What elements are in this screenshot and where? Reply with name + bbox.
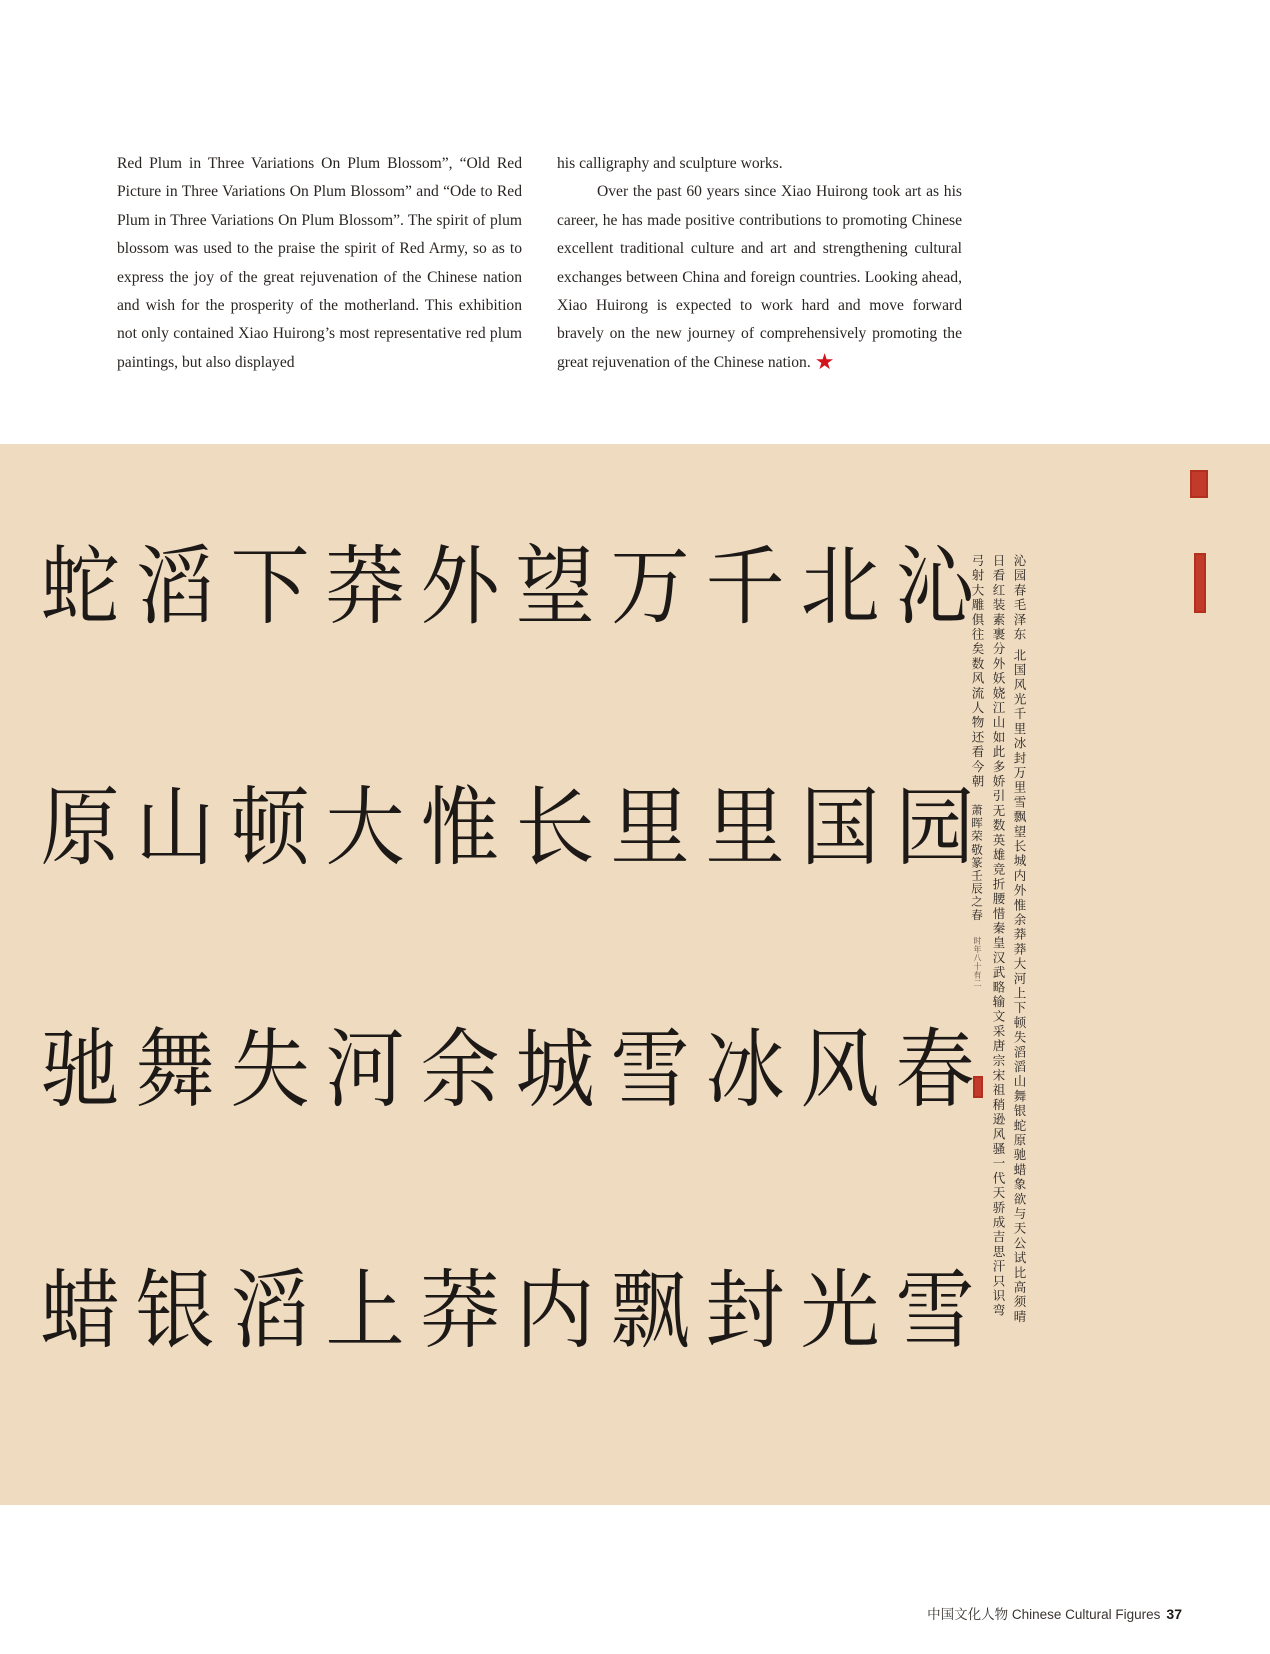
end-star-icon: ★ <box>814 348 835 374</box>
calligraphy-character: 雪 <box>610 1019 690 1120</box>
calligraphy-character: 失 <box>230 1019 310 1120</box>
inscription-line: 日看红装素裹分外妖娆江山如此多娇引无数英雄竞折腰惜秦皇汉武略输文采唐宗宋祖稍逊风骚一代天骄成吉思汗只识弯 <box>991 554 1006 1319</box>
artist-signature: 萧晖荣敬篆壬辰之春 <box>970 803 984 922</box>
calligraphy-character: 顿 <box>230 778 310 879</box>
article-paragraph: his calligraphy and sculpture works. <box>557 155 783 172</box>
publication-name-cn: 中国文化人物 <box>927 1607 1009 1622</box>
calligraphy-character: 春 <box>895 1019 975 1120</box>
calligraphy-column <box>320 537 410 1361</box>
calligraphy-character: 莽 <box>420 1260 500 1361</box>
calligraphy-character: 蜡 <box>40 1260 120 1361</box>
calligraphy-character: 银 <box>135 1260 215 1361</box>
calligraphy-character: 上 <box>325 1260 405 1361</box>
article-paragraph: Red Plum in Three Variations On Plum Blossom”, “Old Red Picture in Three Variations On Plum Blossom” and “Ode to Red Plum in Three Variations On Plum Blossom”. The spirit of plum blossom was used to the praise the spirit of Red Army, so as to express the joy of the great rejuvenation of the Chinese nation and wish for the prosperity of the motherland. This exhibition not only contained Xiao Huirong’s most representative red plum paintings, but also displayed <box>117 155 522 371</box>
calligraphy-character: 原 <box>40 778 120 879</box>
calligraphy-character: 舞 <box>135 1019 215 1120</box>
calligraphy-column <box>795 537 885 1361</box>
calligraphy-character: 封 <box>705 1260 785 1361</box>
calligraphy-character: 长 <box>515 778 595 879</box>
calligraphy-character: 万 <box>610 537 690 637</box>
calligraphy-column <box>415 537 505 1361</box>
calligraphy-character: 园 <box>895 778 975 879</box>
article-column-left <box>117 150 522 377</box>
inscription-line: 弓射大雕俱往矣数风流人物还看今朝 萧晖荣敬篆壬辰之春 时年八十有二 <box>970 554 985 988</box>
calligraphy-character: 城 <box>515 1019 595 1120</box>
inscription-line: 沁园春毛泽东 北国风光千里冰封万里雪飘望长城内外惟余莽莽大河上下顿失滔滔山舞银蛇原驰蜡象欲与天公试比高须晴 <box>1012 554 1027 1325</box>
calligraphy-character: 内 <box>515 1260 595 1361</box>
seal-stamp <box>1190 470 1208 498</box>
seal-stamp <box>1194 553 1206 613</box>
calligraphy-character: 千 <box>705 537 785 637</box>
calligraphy-character: 光 <box>800 1260 880 1361</box>
calligraphy-character: 里 <box>705 778 785 879</box>
calligraphy-character: 外 <box>420 537 500 637</box>
calligraphy-column <box>510 537 600 1361</box>
calligraphy-character: 风 <box>800 1019 880 1120</box>
calligraphy-character: 滔 <box>230 1260 310 1361</box>
calligraphy-character: 望 <box>515 537 595 637</box>
calligraphy-column <box>700 537 790 1361</box>
article-column-right <box>557 150 962 377</box>
page-number: 37 <box>1166 1606 1182 1622</box>
calligraphy-artwork <box>0 444 1270 1505</box>
calligraphy-character: 飘 <box>610 1260 690 1361</box>
publication-name-en: Chinese Cultural Figures <box>1011 1607 1161 1622</box>
calligraphy-column <box>130 537 220 1361</box>
article-paragraph <box>557 178 962 377</box>
calligraphy-character: 北 <box>800 537 880 637</box>
calligraphy-character: 驰 <box>40 1019 120 1120</box>
page-footer <box>860 1603 1182 1623</box>
calligraphy-character: 河 <box>325 1019 405 1120</box>
calligraphy-column <box>890 537 980 1361</box>
calligraphy-character: 冰 <box>705 1019 785 1120</box>
calligraphy-character: 大 <box>325 778 405 879</box>
calligraphy-column <box>225 537 315 1361</box>
calligraphy-column <box>605 537 695 1361</box>
calligraphy-character: 蛇 <box>40 537 120 637</box>
calligraphy-character: 惟 <box>420 778 500 879</box>
calligraphy-character: 下 <box>230 537 310 637</box>
calligraphy-character: 余 <box>420 1019 500 1120</box>
calligraphy-character: 滔 <box>135 537 215 637</box>
calligraphy-character: 莽 <box>325 537 405 637</box>
calligraphy-character: 山 <box>135 778 215 879</box>
calligraphy-character: 国 <box>800 778 880 879</box>
calligraphy-character: 里 <box>610 778 690 879</box>
calligraphy-character: 雪 <box>895 1260 975 1361</box>
calligraphy-column <box>35 537 125 1361</box>
article-text: Over the past 60 years since Xiao Huirong took art as his career, he has made positive contributions to promoting Chinese excellent traditional culture and art and strengthening cultural exchanges between China and foreign countries. Looking ahead, Xiao Huirong is expected to work hard and move forward bravely on the new journey of comprehensively promoting the great rejuvenation of the Chinese nation. <box>557 183 962 371</box>
signature-note: 时年八十有二 <box>973 936 982 988</box>
calligraphy-character: 沁 <box>895 537 975 637</box>
